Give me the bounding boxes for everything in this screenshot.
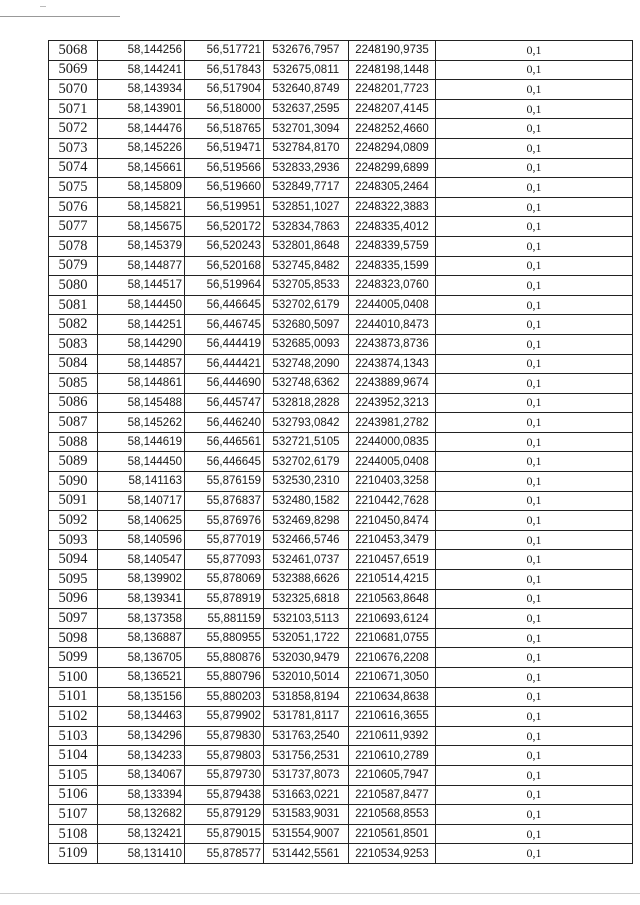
point-number: 5069	[49, 60, 98, 80]
x-coordinate-cell: 532784,8170	[264, 138, 349, 158]
latitude-cell: 58,136705	[98, 648, 185, 668]
y-coordinate-cell: 2243889,9674	[349, 374, 436, 394]
x-coordinate-cell: 531554,9007	[264, 824, 349, 844]
y-coordinate-cell: 2210616,3655	[349, 707, 436, 727]
y-coordinate-cell: 2248201,7723	[349, 80, 436, 100]
point-number: 5091	[49, 491, 98, 511]
x-coordinate-cell: 532480,1582	[264, 491, 349, 511]
x-coordinate-cell: 532748,2090	[264, 354, 349, 374]
table-row	[49, 276, 633, 296]
table-row	[49, 138, 633, 158]
latitude-cell: 58,145675	[98, 217, 185, 237]
point-number: 5100	[49, 668, 98, 688]
longitude-cell: 56,517721	[185, 41, 264, 61]
table-row	[49, 158, 633, 178]
value-cell: 0,1	[436, 687, 633, 707]
latitude-cell: 58,144517	[98, 276, 185, 296]
longitude-cell: 55,879438	[185, 785, 264, 805]
longitude-cell: 55,877093	[185, 550, 264, 570]
x-coordinate-cell: 532818,2828	[264, 393, 349, 413]
point-number: 5072	[49, 119, 98, 139]
value-cell: 0,1	[436, 530, 633, 550]
table-row	[49, 99, 633, 119]
latitude-cell: 58,135156	[98, 687, 185, 707]
point-number: 5085	[49, 374, 98, 394]
point-number: 5081	[49, 295, 98, 315]
latitude-cell: 58,141163	[98, 472, 185, 492]
y-coordinate-cell: 2248323,0760	[349, 276, 436, 296]
x-coordinate-cell: 532680,5097	[264, 315, 349, 335]
x-coordinate-cell: 532701,3094	[264, 119, 349, 139]
table-row	[49, 413, 633, 433]
longitude-cell: 56,444421	[185, 354, 264, 374]
latitude-cell: 58,145262	[98, 413, 185, 433]
value-cell: 0,1	[436, 413, 633, 433]
latitude-cell: 58,134067	[98, 765, 185, 785]
latitude-cell: 58,144619	[98, 432, 185, 452]
y-coordinate-cell: 2210563,8648	[349, 589, 436, 609]
x-coordinate-cell: 531858,8194	[264, 687, 349, 707]
point-number: 5108	[49, 824, 98, 844]
longitude-cell: 55,878577	[185, 844, 264, 864]
value-cell: 0,1	[436, 628, 633, 648]
table-row	[49, 178, 633, 198]
point-number: 5094	[49, 550, 98, 570]
x-coordinate-cell: 532702,6179	[264, 452, 349, 472]
x-coordinate-cell: 531583,9031	[264, 805, 349, 825]
longitude-cell: 56,520172	[185, 217, 264, 237]
point-number: 5083	[49, 334, 98, 354]
footer-rule	[0, 893, 640, 894]
latitude-cell: 58,145488	[98, 393, 185, 413]
table-row	[49, 60, 633, 80]
value-cell: 0,1	[436, 178, 633, 198]
y-coordinate-cell: 2210610,2789	[349, 746, 436, 766]
latitude-cell: 58,140717	[98, 491, 185, 511]
longitude-cell: 55,880796	[185, 668, 264, 688]
y-coordinate-cell: 2244005,0408	[349, 452, 436, 472]
point-number: 5077	[49, 217, 98, 237]
value-cell: 0,1	[436, 217, 633, 237]
longitude-cell: 56,517843	[185, 60, 264, 80]
y-coordinate-cell: 2248322,3883	[349, 197, 436, 217]
table-row	[49, 550, 633, 570]
table-row	[49, 119, 633, 139]
table-row	[49, 80, 633, 100]
value-cell: 0,1	[436, 80, 633, 100]
latitude-cell: 58,145661	[98, 158, 185, 178]
x-coordinate-cell: 532801,8648	[264, 236, 349, 256]
latitude-cell: 58,134463	[98, 707, 185, 727]
y-coordinate-cell: 2244000,0835	[349, 432, 436, 452]
value-cell: 0,1	[436, 785, 633, 805]
point-number: 5097	[49, 609, 98, 629]
point-number: 5098	[49, 628, 98, 648]
value-cell: 0,1	[436, 393, 633, 413]
point-number: 5102	[49, 707, 98, 727]
longitude-cell: 56,446745	[185, 315, 264, 335]
x-coordinate-cell: 531756,2531	[264, 746, 349, 766]
x-coordinate-cell: 532676,7957	[264, 41, 349, 61]
x-coordinate-cell: 532461,0737	[264, 550, 349, 570]
value-cell: 0,1	[436, 707, 633, 727]
y-coordinate-cell: 2244005,0408	[349, 295, 436, 315]
point-number: 5080	[49, 276, 98, 296]
latitude-cell: 58,140596	[98, 530, 185, 550]
latitude-cell: 58,140547	[98, 550, 185, 570]
value-cell: 0,1	[436, 609, 633, 629]
longitude-cell: 56,444690	[185, 374, 264, 394]
y-coordinate-cell: 2210693,6124	[349, 609, 436, 629]
latitude-cell: 58,145379	[98, 236, 185, 256]
longitude-cell: 56,519471	[185, 138, 264, 158]
point-number: 5070	[49, 80, 98, 100]
point-number: 5096	[49, 589, 98, 609]
x-coordinate-cell: 532685,0093	[264, 334, 349, 354]
point-number: 5068	[49, 41, 98, 61]
value-cell: 0,1	[436, 550, 633, 570]
longitude-cell: 56,519566	[185, 158, 264, 178]
point-number: 5105	[49, 765, 98, 785]
latitude-cell: 58,145821	[98, 197, 185, 217]
value-cell: 0,1	[436, 236, 633, 256]
table-row	[49, 746, 633, 766]
y-coordinate-cell: 2248305,2464	[349, 178, 436, 198]
y-coordinate-cell: 2210611,9392	[349, 726, 436, 746]
table-row	[49, 844, 633, 864]
point-number: 5090	[49, 472, 98, 492]
y-coordinate-cell: 2248335,1599	[349, 256, 436, 276]
table-row	[49, 491, 633, 511]
x-coordinate-cell: 532705,8533	[264, 276, 349, 296]
value-cell: 0,1	[436, 256, 633, 276]
value-cell: 0,1	[436, 334, 633, 354]
point-number: 5075	[49, 178, 98, 198]
value-cell: 0,1	[436, 570, 633, 590]
latitude-cell: 58,136887	[98, 628, 185, 648]
y-coordinate-cell: 2210453,3479	[349, 530, 436, 550]
table-row	[49, 41, 633, 61]
x-coordinate-cell: 532851,1027	[264, 197, 349, 217]
x-coordinate-cell: 532466,5746	[264, 530, 349, 550]
table-row	[49, 570, 633, 590]
latitude-cell: 58,131410	[98, 844, 185, 864]
table-row	[49, 374, 633, 394]
x-coordinate-cell: 532849,7717	[264, 178, 349, 198]
value-cell: 0,1	[436, 374, 633, 394]
value-cell: 0,1	[436, 138, 633, 158]
value-cell: 0,1	[436, 432, 633, 452]
y-coordinate-cell: 2210514,4215	[349, 570, 436, 590]
table-row	[49, 393, 633, 413]
table-row	[49, 668, 633, 688]
point-number: 5089	[49, 452, 98, 472]
longitude-cell: 55,878069	[185, 570, 264, 590]
y-coordinate-cell: 2248190,9735	[349, 41, 436, 61]
latitude-cell: 58,144256	[98, 41, 185, 61]
longitude-cell: 55,880955	[185, 628, 264, 648]
x-coordinate-cell: 532834,7863	[264, 217, 349, 237]
value-cell: 0,1	[436, 197, 633, 217]
value-cell: 0,1	[436, 844, 633, 864]
point-number: 5106	[49, 785, 98, 805]
latitude-cell: 58,144861	[98, 374, 185, 394]
table-row	[49, 785, 633, 805]
table-row	[49, 805, 633, 825]
longitude-cell: 55,879129	[185, 805, 264, 825]
latitude-cell: 58,139902	[98, 570, 185, 590]
point-number: 5092	[49, 511, 98, 531]
table-row	[49, 824, 633, 844]
x-coordinate-cell: 532103,5113	[264, 609, 349, 629]
table-row	[49, 236, 633, 256]
value-cell: 0,1	[436, 668, 633, 688]
y-coordinate-cell: 2243981,2782	[349, 413, 436, 433]
longitude-cell: 55,876837	[185, 491, 264, 511]
longitude-cell: 55,879730	[185, 765, 264, 785]
value-cell: 0,1	[436, 276, 633, 296]
x-coordinate-cell: 532030,9479	[264, 648, 349, 668]
latitude-cell: 58,144450	[98, 452, 185, 472]
point-number: 5076	[49, 197, 98, 217]
longitude-cell: 56,446561	[185, 432, 264, 452]
latitude-cell: 58,140625	[98, 511, 185, 531]
table-row	[49, 687, 633, 707]
latitude-cell: 58,139341	[98, 589, 185, 609]
y-coordinate-cell: 2210561,8501	[349, 824, 436, 844]
value-cell: 0,1	[436, 746, 633, 766]
y-coordinate-cell: 2210457,6519	[349, 550, 436, 570]
point-number: 5107	[49, 805, 98, 825]
x-coordinate-cell: 532833,2936	[264, 158, 349, 178]
latitude-cell: 58,137358	[98, 609, 185, 629]
y-coordinate-cell: 2248252,4660	[349, 119, 436, 139]
y-coordinate-cell: 2210671,3050	[349, 668, 436, 688]
table-row	[49, 334, 633, 354]
point-number: 5109	[49, 844, 98, 864]
longitude-cell: 56,446645	[185, 452, 264, 472]
y-coordinate-cell: 2210442,7628	[349, 491, 436, 511]
longitude-cell: 56,518000	[185, 99, 264, 119]
x-coordinate-cell: 531663,0221	[264, 785, 349, 805]
latitude-cell: 58,145226	[98, 138, 185, 158]
y-coordinate-cell: 2243873,8736	[349, 334, 436, 354]
table-row	[49, 472, 633, 492]
table-row	[49, 765, 633, 785]
value-cell: 0,1	[436, 589, 633, 609]
y-coordinate-cell: 2210587,8477	[349, 785, 436, 805]
latitude-cell: 58,144857	[98, 354, 185, 374]
longitude-cell: 55,876976	[185, 511, 264, 531]
value-cell: 0,1	[436, 824, 633, 844]
longitude-cell: 55,878919	[185, 589, 264, 609]
y-coordinate-cell: 2248335,4012	[349, 217, 436, 237]
longitude-cell: 55,880203	[185, 687, 264, 707]
point-number: 5078	[49, 236, 98, 256]
x-coordinate-cell: 532325,6818	[264, 589, 349, 609]
x-coordinate-cell: 531442,5561	[264, 844, 349, 864]
x-coordinate-cell: 532745,8482	[264, 256, 349, 276]
value-cell: 0,1	[436, 472, 633, 492]
latitude-cell: 58,144450	[98, 295, 185, 315]
longitude-cell: 56,445747	[185, 393, 264, 413]
value-cell: 0,1	[436, 726, 633, 746]
table-row	[49, 609, 633, 629]
latitude-cell: 58,144241	[98, 60, 185, 80]
longitude-cell: 56,518765	[185, 119, 264, 139]
table-row	[49, 432, 633, 452]
x-coordinate-cell: 532051,1722	[264, 628, 349, 648]
point-number: 5103	[49, 726, 98, 746]
y-coordinate-cell: 2210676,2208	[349, 648, 436, 668]
longitude-cell: 55,877019	[185, 530, 264, 550]
x-coordinate-cell: 532721,5105	[264, 432, 349, 452]
value-cell: 0,1	[436, 805, 633, 825]
x-coordinate-cell: 532637,2595	[264, 99, 349, 119]
point-number: 5099	[49, 648, 98, 668]
y-coordinate-cell: 2210605,7947	[349, 765, 436, 785]
y-coordinate-cell: 2210634,8638	[349, 687, 436, 707]
point-number: 5101	[49, 687, 98, 707]
value-cell: 0,1	[436, 99, 633, 119]
y-coordinate-cell: 2210568,8553	[349, 805, 436, 825]
latitude-cell: 58,144290	[98, 334, 185, 354]
y-coordinate-cell: 2244010,8473	[349, 315, 436, 335]
latitude-cell: 58,143901	[98, 99, 185, 119]
table-row	[49, 628, 633, 648]
x-coordinate-cell: 532469,8298	[264, 511, 349, 531]
table-row	[49, 511, 633, 531]
table-row	[49, 217, 633, 237]
point-number: 5104	[49, 746, 98, 766]
y-coordinate-cell: 2248207,4145	[349, 99, 436, 119]
x-coordinate-cell: 532675,0811	[264, 60, 349, 80]
x-coordinate-cell: 532748,6362	[264, 374, 349, 394]
value-cell: 0,1	[436, 452, 633, 472]
longitude-cell: 56,519964	[185, 276, 264, 296]
table-row	[49, 354, 633, 374]
table-row	[49, 648, 633, 668]
y-coordinate-cell: 2210681,0755	[349, 628, 436, 648]
scan-mark	[40, 6, 46, 7]
x-coordinate-cell: 532530,2310	[264, 472, 349, 492]
latitude-cell: 58,144476	[98, 119, 185, 139]
value-cell: 0,1	[436, 119, 633, 139]
x-coordinate-cell: 531763,2540	[264, 726, 349, 746]
table-row	[49, 452, 633, 472]
y-coordinate-cell: 2243952,3213	[349, 393, 436, 413]
point-number: 5079	[49, 256, 98, 276]
longitude-cell: 55,879902	[185, 707, 264, 727]
table-row	[49, 589, 633, 609]
x-coordinate-cell: 532702,6179	[264, 295, 349, 315]
longitude-cell: 56,519951	[185, 197, 264, 217]
coordinates-table-body	[49, 41, 633, 864]
point-number: 5086	[49, 393, 98, 413]
longitude-cell: 56,519660	[185, 178, 264, 198]
y-coordinate-cell: 2248294,0809	[349, 138, 436, 158]
longitude-cell: 55,881159	[185, 609, 264, 629]
value-cell: 0,1	[436, 648, 633, 668]
table-row	[49, 707, 633, 727]
point-number: 5071	[49, 99, 98, 119]
latitude-cell: 58,143934	[98, 80, 185, 100]
value-cell: 0,1	[436, 315, 633, 335]
x-coordinate-cell: 532010,5014	[264, 668, 349, 688]
x-coordinate-cell: 531781,8117	[264, 707, 349, 727]
value-cell: 0,1	[436, 158, 633, 178]
value-cell: 0,1	[436, 491, 633, 511]
table-row	[49, 295, 633, 315]
value-cell: 0,1	[436, 41, 633, 61]
value-cell: 0,1	[436, 765, 633, 785]
point-number: 5084	[49, 354, 98, 374]
latitude-cell: 58,136521	[98, 668, 185, 688]
x-coordinate-cell: 532388,6626	[264, 570, 349, 590]
latitude-cell: 58,132421	[98, 824, 185, 844]
value-cell: 0,1	[436, 60, 633, 80]
table-row	[49, 530, 633, 550]
point-number: 5088	[49, 432, 98, 452]
y-coordinate-cell: 2210450,8474	[349, 511, 436, 531]
point-number: 5082	[49, 315, 98, 335]
table-row	[49, 256, 633, 276]
x-coordinate-cell: 531737,8073	[264, 765, 349, 785]
longitude-cell: 56,446645	[185, 295, 264, 315]
longitude-cell: 56,520168	[185, 256, 264, 276]
longitude-cell: 55,880876	[185, 648, 264, 668]
longitude-cell: 56,520243	[185, 236, 264, 256]
longitude-cell: 55,879015	[185, 824, 264, 844]
point-number: 5074	[49, 158, 98, 178]
latitude-cell: 58,145809	[98, 178, 185, 198]
value-cell: 0,1	[436, 511, 633, 531]
y-coordinate-cell: 2210534,9253	[349, 844, 436, 864]
latitude-cell: 58,144251	[98, 315, 185, 335]
longitude-cell: 56,444419	[185, 334, 264, 354]
latitude-cell: 58,133394	[98, 785, 185, 805]
longitude-cell: 55,876159	[185, 472, 264, 492]
point-number: 5093	[49, 530, 98, 550]
point-number: 5087	[49, 413, 98, 433]
point-number: 5095	[49, 570, 98, 590]
longitude-cell: 55,879830	[185, 726, 264, 746]
header-rule	[0, 16, 120, 17]
y-coordinate-cell: 2248299,6899	[349, 158, 436, 178]
y-coordinate-cell: 2248198,1448	[349, 60, 436, 80]
point-number: 5073	[49, 138, 98, 158]
coordinates-table	[48, 40, 633, 864]
latitude-cell: 58,132682	[98, 805, 185, 825]
value-cell: 0,1	[436, 354, 633, 374]
table-row	[49, 197, 633, 217]
latitude-cell: 58,134296	[98, 726, 185, 746]
y-coordinate-cell: 2210403,3258	[349, 472, 436, 492]
y-coordinate-cell: 2243874,1343	[349, 354, 436, 374]
latitude-cell: 58,134233	[98, 746, 185, 766]
longitude-cell: 56,517904	[185, 80, 264, 100]
y-coordinate-cell: 2248339,5759	[349, 236, 436, 256]
value-cell: 0,1	[436, 295, 633, 315]
x-coordinate-cell: 532640,8749	[264, 80, 349, 100]
longitude-cell: 55,879803	[185, 746, 264, 766]
longitude-cell: 56,446240	[185, 413, 264, 433]
latitude-cell: 58,144877	[98, 256, 185, 276]
table-row	[49, 315, 633, 335]
table-row	[49, 726, 633, 746]
x-coordinate-cell: 532793,0842	[264, 413, 349, 433]
